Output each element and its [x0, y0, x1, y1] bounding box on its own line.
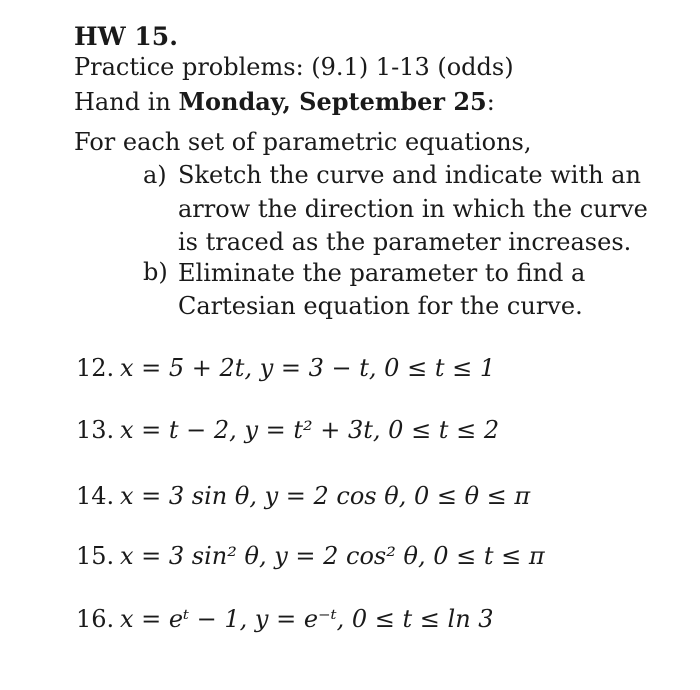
problem-number: 15.: [76, 542, 115, 570]
hand-in-line: [74, 87, 495, 117]
problem-equation: x = eᵗ − 1, y = e⁻ᵗ, 0 ≤ t ≤ ln 3: [120, 605, 494, 633]
part-b-line: Cartesian equation for the curve.: [178, 292, 583, 320]
problem-15: [76, 541, 545, 571]
part-a-line: Sketch the curve and indicate with an: [178, 161, 641, 189]
part-a-line: is traced as the parameter increases.: [178, 228, 632, 256]
problem-equation: x = t − 2, y = t² + 3t, 0 ≤ t ≤ 2: [120, 416, 500, 444]
hand-in-suffix: :: [486, 88, 495, 116]
problem-equation: x = 3 sin θ, y = 2 cos θ, 0 ≤ θ ≤ π: [120, 482, 531, 510]
problem-12: [76, 353, 495, 383]
instructions-intro: For each set of parametric equations,: [74, 128, 532, 156]
part-b-line: Eliminate the parameter to find a: [178, 259, 586, 287]
problem-16: [76, 604, 494, 634]
problem-number: 14.: [76, 482, 115, 510]
hand-in-date: Monday, September 25: [178, 87, 487, 116]
problem-number: 13.: [76, 416, 115, 444]
hand-in-prefix: Hand in: [74, 88, 179, 116]
problem-number: 16.: [76, 605, 115, 633]
part-a-marker: a): [143, 161, 167, 189]
problem-equation: x = 5 + 2t, y = 3 − t, 0 ≤ t ≤ 1: [120, 354, 496, 382]
problem-14: [76, 481, 530, 511]
part-a-line: arrow the direction in which the curve: [178, 195, 648, 223]
practice-problems-line: Practice problems: (9.1) 1-13 (odds): [74, 53, 514, 81]
part-b-marker: b): [143, 258, 168, 286]
problem-number: 12.: [76, 354, 115, 382]
problem-equation: x = 3 sin² θ, y = 2 cos² θ, 0 ≤ t ≤ π: [120, 542, 545, 570]
problem-13: [76, 415, 499, 445]
homework-title: HW 15.: [74, 22, 178, 51]
